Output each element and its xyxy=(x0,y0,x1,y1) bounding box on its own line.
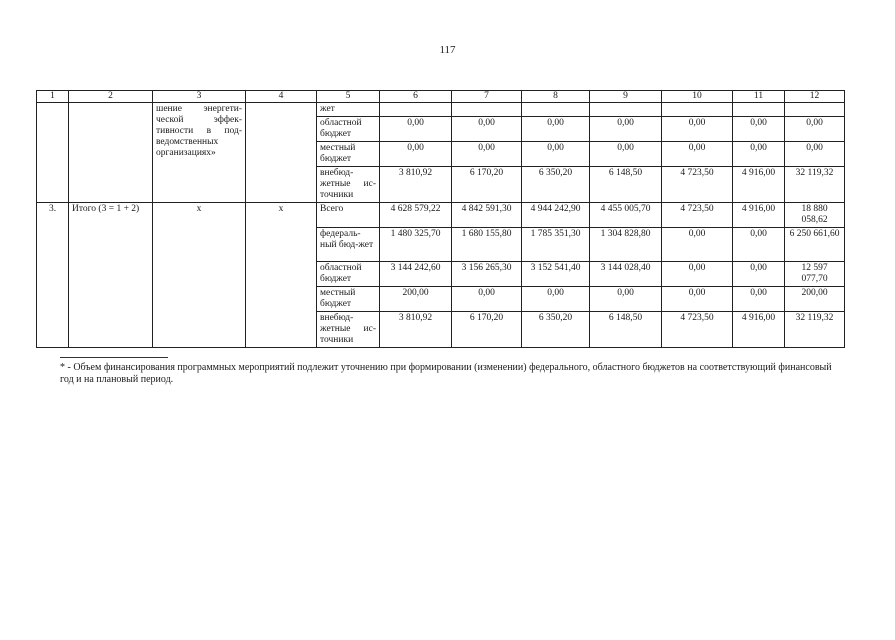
name-cell xyxy=(69,103,153,203)
amount-cell xyxy=(733,103,785,117)
header-cell: 2 xyxy=(69,91,153,103)
amount-cell: 0,00 xyxy=(733,117,785,142)
funding-source-cell: внебюд-жетные ис-точники xyxy=(317,312,380,348)
funding-source-cell: местный бюджет xyxy=(317,142,380,167)
amount-cell: 200,00 xyxy=(380,287,452,312)
table-row xyxy=(37,103,845,117)
amount-cell: 3 156 265,30 xyxy=(452,262,522,287)
amount-cell: 6 148,50 xyxy=(590,312,662,348)
header-cell: 6 xyxy=(380,91,452,103)
amount-cell: 0,00 xyxy=(380,142,452,167)
amount-cell: 0,00 xyxy=(590,287,662,312)
amount-cell: 6 170,20 xyxy=(452,167,522,203)
funding-source-cell: внебюд-жетные ис-точники xyxy=(317,167,380,203)
funding-source-cell: жет xyxy=(317,103,380,117)
amount-cell: 12 597 077,70 xyxy=(785,262,845,287)
page-number: 117 xyxy=(439,44,456,56)
amount-cell xyxy=(380,103,452,117)
header-cell: 1 xyxy=(37,91,69,103)
amount-cell: 0,00 xyxy=(785,117,845,142)
total-col4-cell: х xyxy=(246,203,317,348)
total-name-cell: Итого (3 = 1 + 2) xyxy=(69,203,153,348)
amount-cell: 200,00 xyxy=(785,287,845,312)
amount-cell: 6 250 661,60 xyxy=(785,228,845,262)
total-row xyxy=(37,203,845,228)
funding-source-cell: областной бюджет xyxy=(317,262,380,287)
funding-source-cell: Всего xyxy=(317,203,380,228)
header-cell: 7 xyxy=(452,91,522,103)
amount-cell: 6 350,20 xyxy=(522,312,590,348)
header-cell: 10 xyxy=(662,91,733,103)
amount-cell: 0,00 xyxy=(662,262,733,287)
amount-cell: 3 810,92 xyxy=(380,312,452,348)
amount-cell xyxy=(522,103,590,117)
amount-cell: 4 916,00 xyxy=(733,167,785,203)
amount-cell: 6 170,20 xyxy=(452,312,522,348)
footnote-divider xyxy=(60,357,168,358)
footnote: * - Объем финансирования программных мероприятий подлежит уточнению при формировании (изменении) федерального, областного бюджетов на соответствующий финансовый год и на плановый период. xyxy=(60,362,832,385)
amount-cell xyxy=(785,103,845,117)
amount-cell: 0,00 xyxy=(380,117,452,142)
amount-cell: 0,00 xyxy=(522,117,590,142)
amount-cell: 1 680 155,80 xyxy=(452,228,522,262)
amount-cell: 3 152 541,40 xyxy=(522,262,590,287)
amount-cell: 0,00 xyxy=(662,228,733,262)
amount-cell: 0,00 xyxy=(522,142,590,167)
amount-cell: 0,00 xyxy=(733,262,785,287)
table-header-row xyxy=(37,91,845,103)
funding-source-cell: областной бюджет xyxy=(317,117,380,142)
amount-cell: 32 119,32 xyxy=(785,312,845,348)
amount-cell: 4 916,00 xyxy=(733,203,785,228)
amount-cell: 6 148,50 xyxy=(590,167,662,203)
amount-cell: 4 723,50 xyxy=(662,203,733,228)
amount-cell: 6 350,20 xyxy=(522,167,590,203)
amount-cell: 1 304 828,80 xyxy=(590,228,662,262)
financing-table xyxy=(36,90,845,348)
amount-cell: 1 480 325,70 xyxy=(380,228,452,262)
amount-cell: 3 144 242,60 xyxy=(380,262,452,287)
total-col3-cell: х xyxy=(153,203,246,348)
header-cell: 8 xyxy=(522,91,590,103)
amount-cell: 4 916,00 xyxy=(733,312,785,348)
amount-cell: 0,00 xyxy=(522,287,590,312)
amount-cell: 0,00 xyxy=(452,117,522,142)
amount-cell: 0,00 xyxy=(590,142,662,167)
header-cell: 12 xyxy=(785,91,845,103)
executor-cell xyxy=(246,103,317,203)
amount-cell xyxy=(590,103,662,117)
amount-cell: 4 455 005,70 xyxy=(590,203,662,228)
amount-cell: 4 723,50 xyxy=(662,312,733,348)
amount-cell: 0,00 xyxy=(733,142,785,167)
amount-cell: 0,00 xyxy=(785,142,845,167)
header-cell: 11 xyxy=(733,91,785,103)
header-cell: 9 xyxy=(590,91,662,103)
amount-cell xyxy=(452,103,522,117)
amount-cell: 0,00 xyxy=(452,142,522,167)
amount-cell: 0,00 xyxy=(662,287,733,312)
amount-cell: 0,00 xyxy=(733,287,785,312)
amount-cell: 3 144 028,40 xyxy=(590,262,662,287)
amount-cell: 0,00 xyxy=(662,117,733,142)
header-cell: 5 xyxy=(317,91,380,103)
index-cell xyxy=(37,103,69,203)
amount-cell: 0,00 xyxy=(662,142,733,167)
amount-cell: 4 944 242,90 xyxy=(522,203,590,228)
funding-source-cell: федераль-ный бюд-жет xyxy=(317,228,380,262)
amount-cell: 3 810,92 xyxy=(380,167,452,203)
amount-cell: 18 880 058,62 xyxy=(785,203,845,228)
amount-cell: 4 723,50 xyxy=(662,167,733,203)
funding-source-cell: местный бюджет xyxy=(317,287,380,312)
amount-cell xyxy=(662,103,733,117)
amount-cell: 4 842 591,30 xyxy=(452,203,522,228)
event-name-cell: шение энергети-ческой эффек-тивности в под-ведомственных организациях» xyxy=(153,103,246,203)
amount-cell: 0,00 xyxy=(733,228,785,262)
amount-cell: 32 119,32 xyxy=(785,167,845,203)
amount-cell: 0,00 xyxy=(452,287,522,312)
amount-cell: 0,00 xyxy=(590,117,662,142)
total-index-cell: 3. xyxy=(37,203,69,348)
amount-cell: 1 785 351,30 xyxy=(522,228,590,262)
table-body xyxy=(37,91,845,348)
amount-cell: 4 628 579,22 xyxy=(380,203,452,228)
header-cell: 3 xyxy=(153,91,246,103)
header-cell: 4 xyxy=(246,91,317,103)
